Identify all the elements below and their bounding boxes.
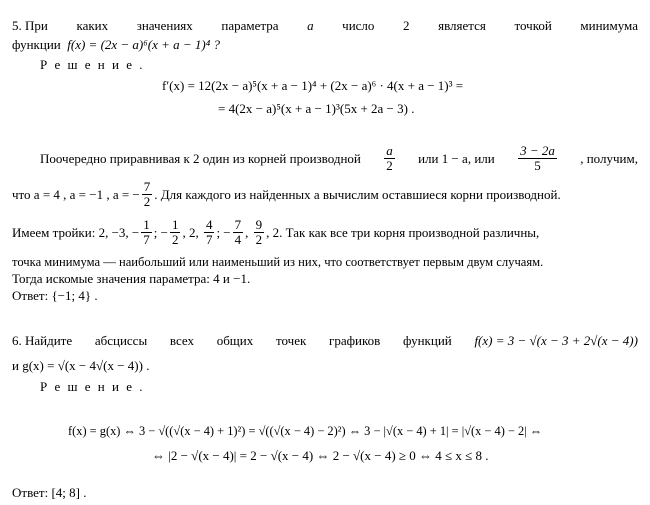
fraction <box>204 218 215 247</box>
p6-equation-line1: f(x) = g(x) ⇔ 3 − √((√(x − 4) + 1)²) = √((√(x − 4) − 2)²) ⇔ 3 − |√(x − 4) + 1| = |√(x − 4) − 2| ⇔ <box>68 424 543 438</box>
fraction <box>233 218 244 247</box>
fraction-a-over-2 <box>384 144 395 173</box>
denominator: 7 <box>205 232 213 247</box>
p5-answer: Ответ: {−1; 4} . <box>12 288 98 303</box>
word: минимума <box>580 18 638 33</box>
denominator: 4 <box>234 232 242 247</box>
p5-triples <box>12 218 638 247</box>
separator: ; − <box>216 224 231 240</box>
function-f: f(x) = (2x − a)⁶(x + a − 1)⁴ ? <box>67 37 221 52</box>
p5-line2 <box>12 37 220 53</box>
p5-para2 <box>12 180 561 209</box>
p6-answer: Ответ: [4; 8] . <box>12 485 87 500</box>
fraction <box>170 218 181 247</box>
p5-derivative-line1: f′(x) = 12(2x − a)⁵(x + a − 1)⁴ + (2x − a)⁶ · 4(x + a − 1)³ = <box>162 78 464 93</box>
numerator: 3 − 2a <box>520 143 555 158</box>
separator: , <box>245 224 252 240</box>
numerator: 1 <box>143 217 150 232</box>
denominator: 7 <box>143 232 150 247</box>
denominator: 5 <box>534 158 541 173</box>
word: абсциссы <box>94 333 148 348</box>
text: , получим, <box>580 150 638 166</box>
word: графиков <box>329 333 381 348</box>
p6-line1 <box>12 333 638 349</box>
numerator: 9 <box>255 217 263 232</box>
numerator: 7 <box>234 217 242 232</box>
word: a <box>307 18 314 33</box>
p5-then-line: Тогда искомые значения параметра: 4 и −1. <box>12 271 251 286</box>
p6-line2: и g(x) = √(x − 4√(x − 4)) . <box>12 358 150 373</box>
word: 5. При <box>12 18 48 33</box>
word: всех <box>169 333 194 348</box>
fraction-7-over-2 <box>142 180 153 209</box>
word: значениях <box>136 18 193 33</box>
text: Поочередно приравнивая к 2 один из корней производной <box>40 150 361 166</box>
p5-min-line: точка минимума — наибольший или наименьший из них, что соответствует первым двум случаям. <box>12 255 544 269</box>
numerator: 7 <box>143 179 151 194</box>
text: . Для каждого из найденных a вычислим оставшиеся корни производной. <box>154 186 561 202</box>
text: что a = 4 , a = −1 , a = − <box>12 186 140 202</box>
p5-line1 <box>12 18 638 34</box>
function-f: f(x) = 3 − √(x − 3 + 2√(x − 4)) <box>474 333 638 348</box>
denominator: 2 <box>143 194 151 209</box>
word: общих <box>216 333 254 348</box>
fraction <box>254 218 265 247</box>
p5-solution-heading: Р е ш е н и е . <box>40 57 145 72</box>
denominator: 2 <box>386 158 393 173</box>
p5-para1 <box>40 144 638 173</box>
text: или 1 − a, или <box>418 150 495 166</box>
text: Имеем тройки: 2, −3, − <box>12 224 140 240</box>
fraction <box>141 218 152 247</box>
fraction-3-2a-over-5 <box>518 144 557 173</box>
separator: ; − <box>153 224 168 240</box>
word: функций <box>402 333 452 348</box>
p6-equation-line2: ⇔ |2 − √(x − 4)| = 2 − √(x − 4) ⇔ 2 − √(x − 4) ≥ 0 ⇔ 4 ≤ x ≤ 8 . <box>152 448 489 463</box>
text: , 2. Так как все три корня производной различны, <box>266 224 540 240</box>
word: 6. Найдите <box>12 333 73 348</box>
numerator: 4 <box>205 217 213 232</box>
word: является <box>438 18 486 33</box>
p5-derivative-line2: = 4(2x − a)⁵(x + a − 1)³(5x + 2a − 3) . <box>218 101 415 116</box>
numerator: a <box>386 143 393 158</box>
separator: , 2, <box>182 224 202 240</box>
word: параметра <box>221 18 279 33</box>
word: 2 <box>403 18 410 33</box>
denominator: 2 <box>255 232 263 247</box>
word: каких <box>76 18 109 33</box>
p6-solution-heading: Р е ш е н и е . <box>40 379 145 394</box>
prefix: функции <box>12 37 61 52</box>
word: точек <box>275 333 307 348</box>
denominator: 2 <box>171 232 179 247</box>
word: число <box>342 18 375 33</box>
numerator: 1 <box>171 217 179 232</box>
word: точкой <box>514 18 552 33</box>
